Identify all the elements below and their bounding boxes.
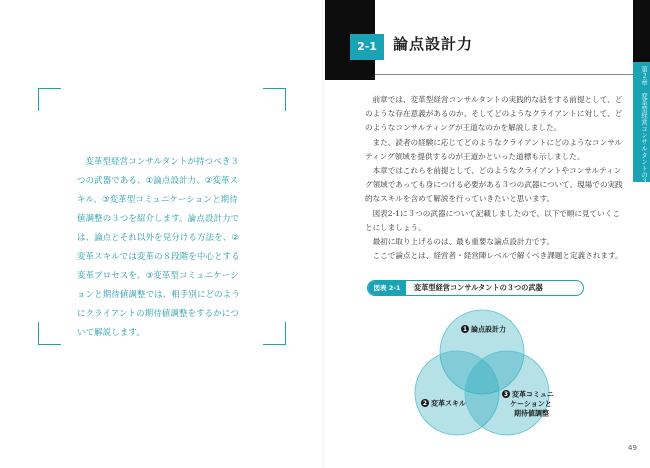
body-text	[365, 93, 627, 263]
corner-bracket-bottom-left	[38, 322, 61, 345]
corner-bracket-bottom-right	[263, 322, 286, 345]
chapter-side-tab-label: 第２章 変革型経営コンサルタントの３つの武器	[640, 66, 647, 212]
venn-label-1: 論点設計力	[471, 325, 506, 334]
chapter-intro-text: 変革型経営コンサルタントが持つべき３つの武器である、①論点設計力、②変革スキル、③変革型コミュニケーションと期待値調整の３つを紹介します。論点設計力では、論点とそれ以外を見分ける方法を、②変革スキルでは変革の８段階を中心とする変革プロセスを、③変革型コミュニケーションと期待値調整では、相手別にどのようにクライアントの期待値調整をするかについて解説します。	[77, 156, 240, 337]
venn-num-2: 2	[422, 400, 428, 408]
venn-diagram	[397, 300, 567, 450]
corner-bracket-top-right	[263, 88, 286, 111]
section-title: 論点設計力	[393, 35, 474, 53]
section-number-badge: 2-1	[350, 34, 384, 60]
venn-label-2: 変革スキル	[431, 399, 466, 408]
paragraph: また、読者の経験に応じてどのようなクライアントにどのようなコンサルティング領域を提供するのが王道かといった道標も示しました。	[365, 137, 623, 161]
venn-num-1: 1	[462, 326, 468, 334]
figure-title: 変革型経営コンサルタントの３つの武器	[414, 283, 543, 292]
right-page	[325, 0, 650, 468]
header-rule	[375, 74, 633, 75]
venn-label-3-line-2: ケーションと	[510, 400, 552, 408]
venn-label-3-line-1: 変革コミュニ	[512, 390, 554, 399]
paragraph: 最初に取り上げるのは、最も重要な論点設計力です。	[372, 237, 555, 247]
paragraph: 図表2-1に３つの武器について記載しましたので、以下で順に見ていくことにしましょう。	[365, 208, 620, 232]
paragraph: ここで論点とは、経営者・経営陣レベルで解くべき課題と定義されます。	[372, 251, 623, 261]
paragraph: 本章ではこれらを前提として、どのようなクライアントやコンサルティング領域であっても身につける必要がある３つの武器について、現場での実践的なスキルを含めて解説を行っていきたいと思います。	[365, 166, 623, 204]
venn-label-3-line-3: 期待値調整	[514, 409, 549, 418]
figure-caption	[367, 280, 584, 296]
paragraph: 前章では、変革型経営コンサルタントの実践的な話をする前提として、どのような存在意義があるのか、そしてどのようなクライアントに対して、どのようなコンサルティングが王道なのかを解説しました。	[365, 95, 623, 133]
page-number: 49	[628, 444, 637, 452]
venn-num-3: 3	[503, 391, 509, 399]
figure-number-badge: 図表 2-1	[368, 281, 406, 295]
corner-bracket-top-left	[38, 88, 61, 111]
